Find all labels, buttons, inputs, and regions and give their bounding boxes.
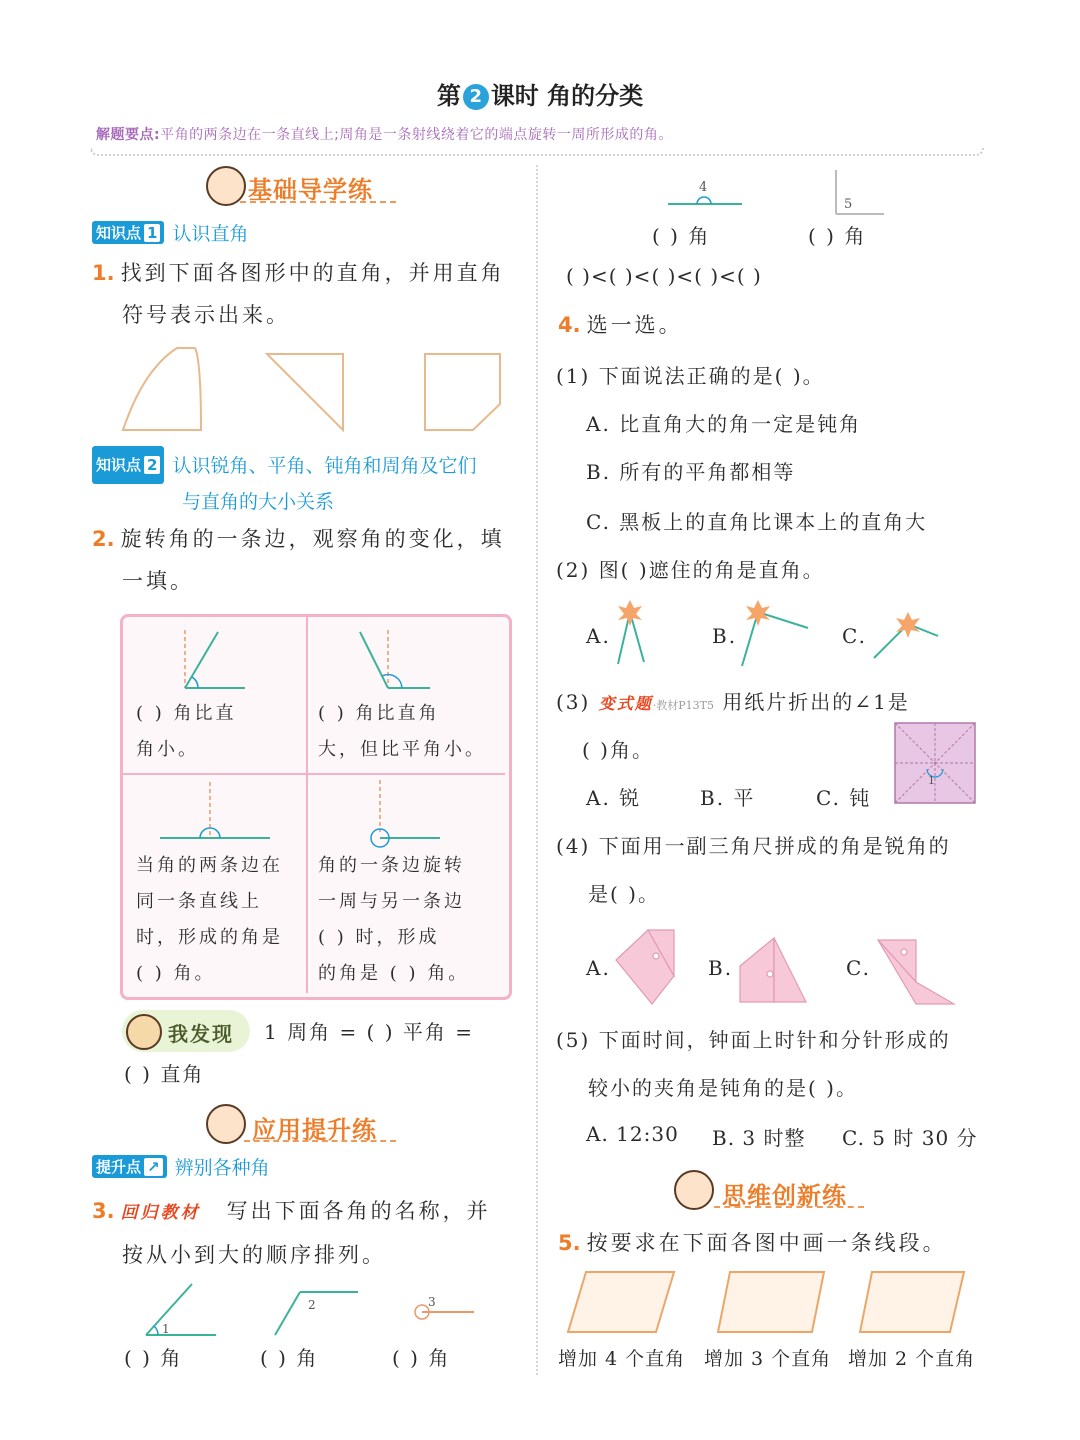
covered-angle-c: [874, 612, 938, 658]
discover-line-1: 1 周角 = ( ) 平角 =: [264, 1020, 474, 1044]
angle-2: [275, 1292, 358, 1335]
q4-5-option-b[interactable]: B. 3 时整: [712, 1126, 806, 1150]
parallelogram-2: [718, 1272, 824, 1332]
textbook-tag: 回归教材: [120, 1203, 201, 1223]
folded-paper-figure: [894, 722, 976, 804]
angle-5: [836, 170, 884, 214]
question-5: 5. 按要求在下面各图中画一条线段。: [558, 1231, 947, 1255]
q4-4-option-b[interactable]: B.: [708, 956, 734, 980]
q3-blank-4[interactable]: ( ) 角: [652, 224, 711, 248]
q5-label-1: 增加 4 个直角: [558, 1348, 686, 1370]
svg-text:5: 5: [844, 197, 853, 212]
full-angle-drawing: [371, 780, 440, 847]
column-divider: [536, 165, 538, 1375]
q4-4-option-c[interactable]: C.: [846, 956, 871, 980]
q2-cell-obtuse: ( ) 角比直角 大，但比平角小。: [318, 703, 486, 760]
section-apply-title: 应用提升练: [252, 1116, 377, 1144]
q2-cell-acute: ( ) 角比直 角小。: [136, 703, 237, 760]
q3-angles-row1: [130, 1280, 510, 1340]
q4-5-stem-1: (5) 下面时间，钟面上时针和分针形成的: [556, 1028, 951, 1052]
q4-5-option-c[interactable]: C. 5 时 30 分: [842, 1126, 978, 1150]
q4-2-stem: (2) 图( )遮住的角是直角。: [556, 558, 825, 582]
q4-3-stem: (3) 变式题·教材P13T5 用纸片折出的∠1是: [556, 690, 910, 714]
angle-3: [415, 1295, 474, 1319]
variant-tag: 变式题: [598, 694, 653, 713]
q4-2-option-a[interactable]: A.: [586, 624, 611, 648]
straight-angle-drawing: [160, 782, 270, 838]
q4-1-option-c[interactable]: C. 黑板上的直角比课本上的直角大: [586, 510, 928, 534]
q5-label-2: 增加 3 个直角: [704, 1348, 832, 1370]
section-underline: [714, 1206, 864, 1208]
mascot-avatar: [674, 1170, 714, 1210]
q3-blank-5[interactable]: ( ) 角: [808, 224, 867, 248]
figure-triangle: [267, 354, 343, 430]
discover-label: 我发现: [168, 1022, 234, 1046]
q3-blank-2[interactable]: ( ) 角: [260, 1346, 319, 1370]
covered-angle-a: [618, 600, 644, 664]
q4-5-option-a[interactable]: A. 12:30: [586, 1122, 679, 1146]
svg-text:3: 3: [428, 1295, 436, 1309]
mascot-avatar: [206, 166, 246, 206]
solving-tip: 解题要点:平角的两条边在一条直线上;周角是一条射线绕着它的端点旋转一周所形成的角。: [96, 127, 673, 143]
q4-3-option-b[interactable]: B. 平: [700, 786, 756, 810]
tip-border: [90, 148, 984, 156]
parallelogram-1: [568, 1272, 674, 1332]
q4-2-option-b[interactable]: B.: [712, 624, 738, 648]
svg-text:1: 1: [162, 1322, 170, 1336]
q4-3-blank[interactable]: ( )角。: [582, 738, 654, 762]
discover-line-2: ( ) 直角: [124, 1062, 205, 1086]
section-underline: [244, 1140, 396, 1142]
q2-cell-full: 角的一条边旋转 一周与另一条边 ( ) 时，形成 的角是 ( ) 角。: [318, 855, 470, 984]
svg-text:4: 4: [699, 180, 708, 195]
q4-2-covered-angles: [600, 598, 950, 670]
set-square-b: [740, 938, 806, 1002]
parallelogram-3: [860, 1272, 964, 1332]
svg-text:2: 2: [308, 1298, 316, 1312]
knowledge-point-1: 知识点 1 认识直角: [92, 219, 248, 246]
q5-label-3: 增加 2 个直角: [848, 1348, 976, 1370]
q4-1-option-b[interactable]: B. 所有的平角都相等: [586, 460, 796, 484]
q4-4-stem-1: (4) 下面用一副三角尺拼成的角是锐角的: [556, 834, 951, 858]
figure-curved-shape: [123, 348, 201, 430]
section-basic-title: 基础导学练: [248, 176, 373, 204]
q3-blank-3[interactable]: ( ) 角: [392, 1346, 451, 1370]
question-1: 1. 找到下面各图形中的直角，并用直角 符号表示出来。: [92, 261, 505, 327]
angle-4: [668, 180, 742, 204]
knowledge-point-2: 知识点 2 认识锐角、平角、钝角和周角及它们 与直角的大小关系: [92, 446, 476, 520]
covered-angle-b: [742, 600, 808, 666]
question-2: 2. 旋转角的一条边，观察角的变化，填 一填。: [92, 527, 505, 593]
q4-4-option-a[interactable]: A.: [586, 956, 611, 980]
q4-3-option-c[interactable]: C. 钝: [816, 786, 872, 810]
mascot-avatar: [206, 1104, 246, 1144]
improvement-point: 提升点 ↗ 辨别各种角: [92, 1153, 270, 1180]
q4-5-stem-2: 较小的夹角是钝角的是( )。: [588, 1076, 858, 1100]
svg-text:1: 1: [928, 774, 935, 787]
section-underline: [240, 201, 396, 203]
q2-cell-straight: 当角的两条边在 同一条直线上 时，形成的角是 ( ) 角。: [136, 855, 283, 984]
lesson-number-badge: 2: [463, 84, 489, 110]
q4-4-triangle-sets: [610, 926, 960, 1008]
angle-1: [146, 1284, 216, 1336]
question-4-title: 4. 选一选。: [558, 313, 683, 337]
q4-3-option-a[interactable]: A. 锐: [586, 786, 642, 810]
lesson-title: 第 2 课时 角的分类: [436, 82, 644, 110]
question-3: 3. 回归教材 写出下面各角的名称，并 按从小到大的顺序排列。: [92, 1199, 491, 1267]
q3-order-blanks[interactable]: ( )<( )<( )<( )<( ): [566, 264, 762, 288]
q4-2-option-c[interactable]: C.: [842, 624, 867, 648]
q4-1-stem: (1) 下面说法正确的是( )。: [556, 364, 825, 388]
set-square-a: [616, 930, 674, 1004]
figure-pentagon: [425, 354, 500, 430]
obtuse-angle-drawing: [360, 630, 430, 688]
q4-1-option-a[interactable]: A. 比直角大的角一定是钝角: [586, 412, 862, 436]
explorer-avatar: [126, 1014, 162, 1050]
acute-angle-drawing: [185, 630, 245, 688]
q4-4-stem-2: 是( )。: [588, 882, 660, 906]
q1-figures: [115, 340, 515, 435]
set-square-c: [878, 940, 954, 1004]
section-think-title: 思维创新练: [722, 1182, 847, 1210]
q3-angles-row2: [660, 170, 900, 220]
q5-parallelograms: [560, 1268, 980, 1338]
q3-blank-1[interactable]: ( ) 角: [124, 1346, 183, 1370]
